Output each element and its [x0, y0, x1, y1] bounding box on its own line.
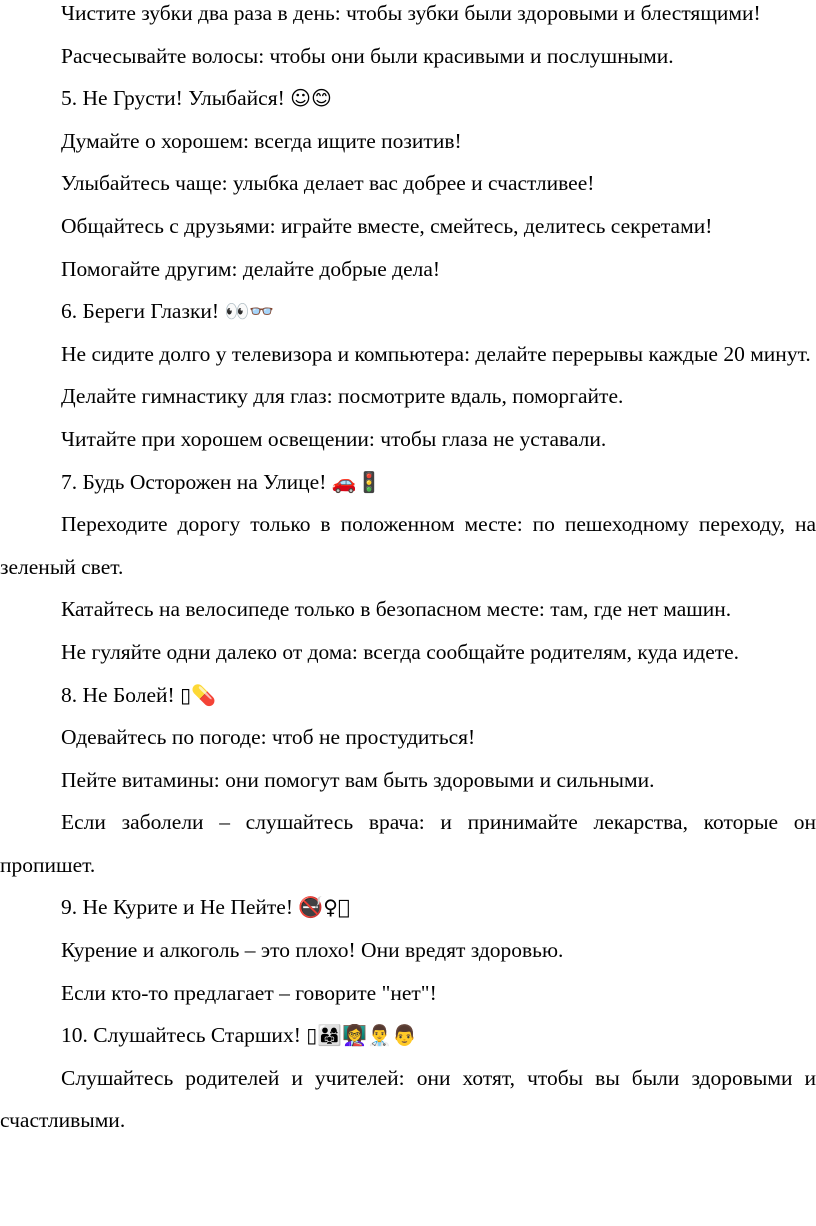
paragraph-eye-exercises: [0, 375, 816, 418]
paragraph-text: Катайтесь на велосипеде только в безопасном месте: там, где нет машин.: [61, 597, 732, 622]
paragraph-text: Переходите дорогу только в положенном месте: по пешеходному переходу, на зеленый свет.: [0, 512, 816, 579]
heading-text: 9. Не Курите и Не Пейте!: [61, 895, 299, 920]
paragraph-teeth: [0, 0, 816, 35]
smile-emoji-icon: ☺😊: [290, 86, 332, 111]
paragraph-text: Думайте о хорошем: всегда ищите позитив!: [61, 128, 462, 153]
heading-text: 6. Береги Глазки!: [61, 299, 225, 324]
section-heading-smile: [0, 77, 816, 120]
section-heading-health: [0, 674, 816, 717]
paragraph-text: Курение и алкоголь – это плохо! Они вредят здоровью.: [61, 938, 564, 963]
paragraph-text: Делайте гимнастику для глаз: посмотрите вдаль, поморгайте.: [61, 384, 624, 409]
paragraph-vitamins: [0, 759, 816, 802]
paragraph-dress-weather: [0, 716, 816, 759]
paragraph-text: Расчесывайте волосы: чтобы они были красивыми и послушными.: [61, 43, 674, 68]
paragraph-think-positive: [0, 120, 816, 163]
paragraph-text: Общайтесь с друзьями: играйте вместе, смейтесь, делитесь секретами!: [61, 213, 713, 238]
paragraph-text: Пейте витамины: они помогут вам быть здоровыми и сильными.: [61, 767, 655, 792]
no-smoking-icon: 🚭♀⃠: [298, 895, 350, 920]
section-heading-no-smoking: [0, 886, 816, 929]
paragraph-say-no: [0, 972, 816, 1015]
paragraph-text: Если заболели – слушайтесь врача: и принимайте лекарства, которые он пропишет.: [0, 810, 816, 877]
paragraph-text: Одевайтесь по погоде: чтоб не простудиться!: [61, 725, 476, 750]
paragraph-text: Если кто-то предлагает – говорите "нет"!: [61, 980, 437, 1005]
paragraph-doctor: [0, 801, 816, 886]
paragraph-friends: [0, 205, 816, 248]
paragraph-text: Не гуляйте одни далеко от дома: всегда сообщайте родителям, куда идете.: [61, 639, 740, 664]
pill-icon: ▯💊: [180, 682, 216, 707]
heading-text: 8. Не Болей!: [61, 682, 181, 707]
paragraph-hair: [0, 35, 816, 78]
heading-text: 10. Слушайтесь Старших!: [61, 1023, 307, 1048]
car-traffic-light-icon: 🚗🚦: [331, 469, 382, 494]
paragraph-reading-light: [0, 418, 816, 461]
paragraph-smile-more: [0, 162, 816, 205]
family-people-icon: ▯👨‍👩‍👧👩‍🏫👨‍⚕️👨: [306, 1023, 417, 1048]
eyes-glasses-icon: 👀👓: [224, 299, 275, 324]
heading-text: 5. Не Грусти! Улыбайся!: [61, 86, 291, 111]
paragraph-text: Читайте при хорошем освещении: чтобы глаза не уставали.: [61, 426, 607, 451]
section-heading-street: [0, 461, 816, 504]
paragraph-text: Слушайтесь родителей и учителей: они хотят, чтобы вы были здоровыми и счастливыми.: [0, 1065, 816, 1133]
section-heading-elders: [0, 1014, 816, 1057]
paragraph-text: Не сидите долго у телевизора и компьютера: делайте перерывы каждые 20 минут.: [61, 341, 811, 366]
paragraph-listen-parents: [0, 1057, 816, 1142]
paragraph-smoking-bad: [0, 929, 816, 972]
paragraph-text: Чистите зубки два раза в день: чтобы зубки были здоровыми и блестящими!: [61, 1, 761, 25]
paragraph-walk-alone: [0, 631, 816, 674]
paragraph-crossing: [0, 503, 816, 588]
section-heading-eyes: [0, 290, 816, 333]
paragraph-bicycle: [0, 588, 816, 631]
heading-text: 7. Будь Осторожен на Улице!: [61, 469, 332, 494]
paragraph-text: Помогайте другим: делайте добрые дела!: [61, 256, 441, 281]
paragraph-text: Улыбайтесь чаще: улыбка делает вас добрее и счастливее!: [61, 171, 595, 196]
paragraph-tv-breaks: [0, 333, 816, 376]
paragraph-help-others: [0, 248, 816, 291]
